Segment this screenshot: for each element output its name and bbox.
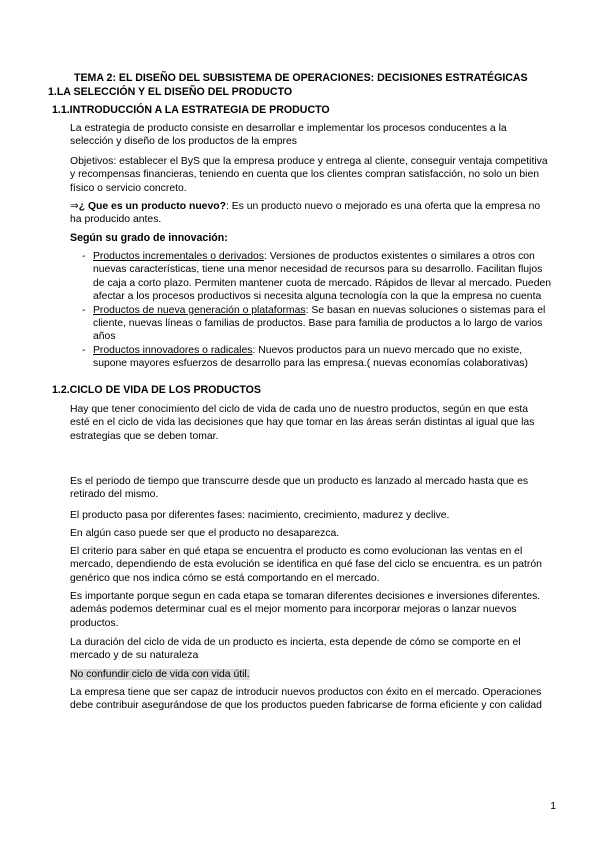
- document-title: TEMA 2: EL DISEÑO DEL SUBSISTEMA DE OPERACIONES: DECISIONES ESTRATÉGICAS: [74, 72, 528, 84]
- paragraph-estrategia: La estrategia de producto consiste en desarrollar e implementar los procesos conducentes a la selección y diseño de los productos de la empres: [70, 123, 507, 148]
- section-heading-1: 1.LA SELECCIÓN Y EL DISEÑO DEL PRODUCTO: [48, 86, 293, 98]
- highlighted-note: [70, 668, 250, 681]
- paragraph-closing: La empresa tiene que ser capaz de introducir nuevos productos con éxito en el mercado. Operaciones debe contribuir asegurándose de que los productos pueden fabricarse de forma eficiente y con calidad: [70, 687, 542, 712]
- page-number: 1: [550, 801, 556, 812]
- arrow-icon: ⇒: [70, 201, 79, 212]
- paragraph-ciclo-2: El producto pasa por diferentes fases: nacimiento, crecimiento, madurez y declive.: [70, 510, 450, 521]
- item-term: Productos incrementales o derivados: [93, 251, 264, 262]
- paragraph-ciclo-4: El criterio para saber en qué etapa se encuentra el producto es como evolucionan las ventas en el mercado, dependiendo de esta evolución se identifica en qué fase del ciclo se encuentra. es un patrón genérico que nos indica cómo se está comportando en el mercado.: [70, 546, 542, 584]
- highlight-text: No confundir ciclo de vida con vida útil.: [70, 669, 250, 680]
- paragraph-producto-nuevo: [70, 200, 548, 227]
- item-text: : Nuevos productos para un nuevo mercado que no existe, supone mayores esfuerzos de desarrollo para las empresa.( nuevas economías colaborativas): [93, 344, 528, 370]
- item-text: : Versiones de productos existentes o similares a otros con nuevas características, tiene una menor necesidad de recursos para su desarrollo. Facilitan flujos de caja a corto plazo. Permiten mantener cuota de mercado. Rápidos de llevar al mercado. Pueden afectar a los procesos productivos si necesita alguna tecnología con la que la empresa no cuenta: [93, 251, 552, 303]
- item-term: Productos de nueva generación o plataformas: [93, 304, 306, 316]
- paragraph-ciclo-1: Es el periodo de tiempo que transcurre desde que un producto es lanzado al mercado hasta que es retirado del mismo.: [70, 476, 529, 501]
- answer-text: : Es un producto nuevo o mejorado es una oferta que la empresa no ha producido antes.: [70, 201, 541, 226]
- list-item: [82, 344, 554, 371]
- grado-innovacion-heading: Según su grado de innovación:: [70, 232, 228, 244]
- paragraph-ciclo-5: Es importante porque segun en cada etapa se tomaran diferentes decisiones e inversiones diferentes. además podemos determinar cual es el mejor momento para incorporar mejoras o lanzar nuevos productos.: [70, 591, 541, 629]
- paragraph-ciclo-0: Hay que tener conocimiento del ciclo de vida de cada uno de nuestro productos, según en que esta esté en el ciclo de vida las decisiones que hay que tomar en las áreas serán distintas al igual que las estrategias que se deben tomar.: [70, 404, 535, 442]
- subsection-heading-1-1: 1.1.INTRODUCCIÓN A LA ESTRATEGIA DE PRODUCTO: [52, 104, 330, 116]
- question-bold: ¿ Que es un producto nuevo?: [78, 201, 226, 212]
- subsection-heading-1-2: 1.2.CICLO DE VIDA DE LOS PRODUCTOS: [52, 384, 261, 396]
- list-item: [82, 304, 554, 344]
- paragraph-objetivos: Objetivos: establecer el ByS que la empresa produce y entrega al cliente, conseguir ventaja competitiva y recompensas financieras, teniendo en cuenta que los clientes compran satisfacción, no solo un bien físico o servicio concreto.: [70, 156, 548, 194]
- list-item: [82, 250, 554, 304]
- item-text: : Se basan en nuevas soluciones o sistemas para el cliente, nuevas líneas o familias de productos. Base para familia de productos a lo largo de varios años: [93, 304, 546, 343]
- paragraph-ciclo-6: La duración del ciclo de vida de un producto es incierta, esta depende de cómo se comporte en el mercado y de su naturaleza: [70, 637, 521, 662]
- paragraph-ciclo-3: En algún caso puede ser que el producto no desaparezca.: [70, 528, 340, 539]
- item-term: Productos innovadores o radicales: [93, 344, 253, 356]
- innovation-list: [82, 250, 554, 371]
